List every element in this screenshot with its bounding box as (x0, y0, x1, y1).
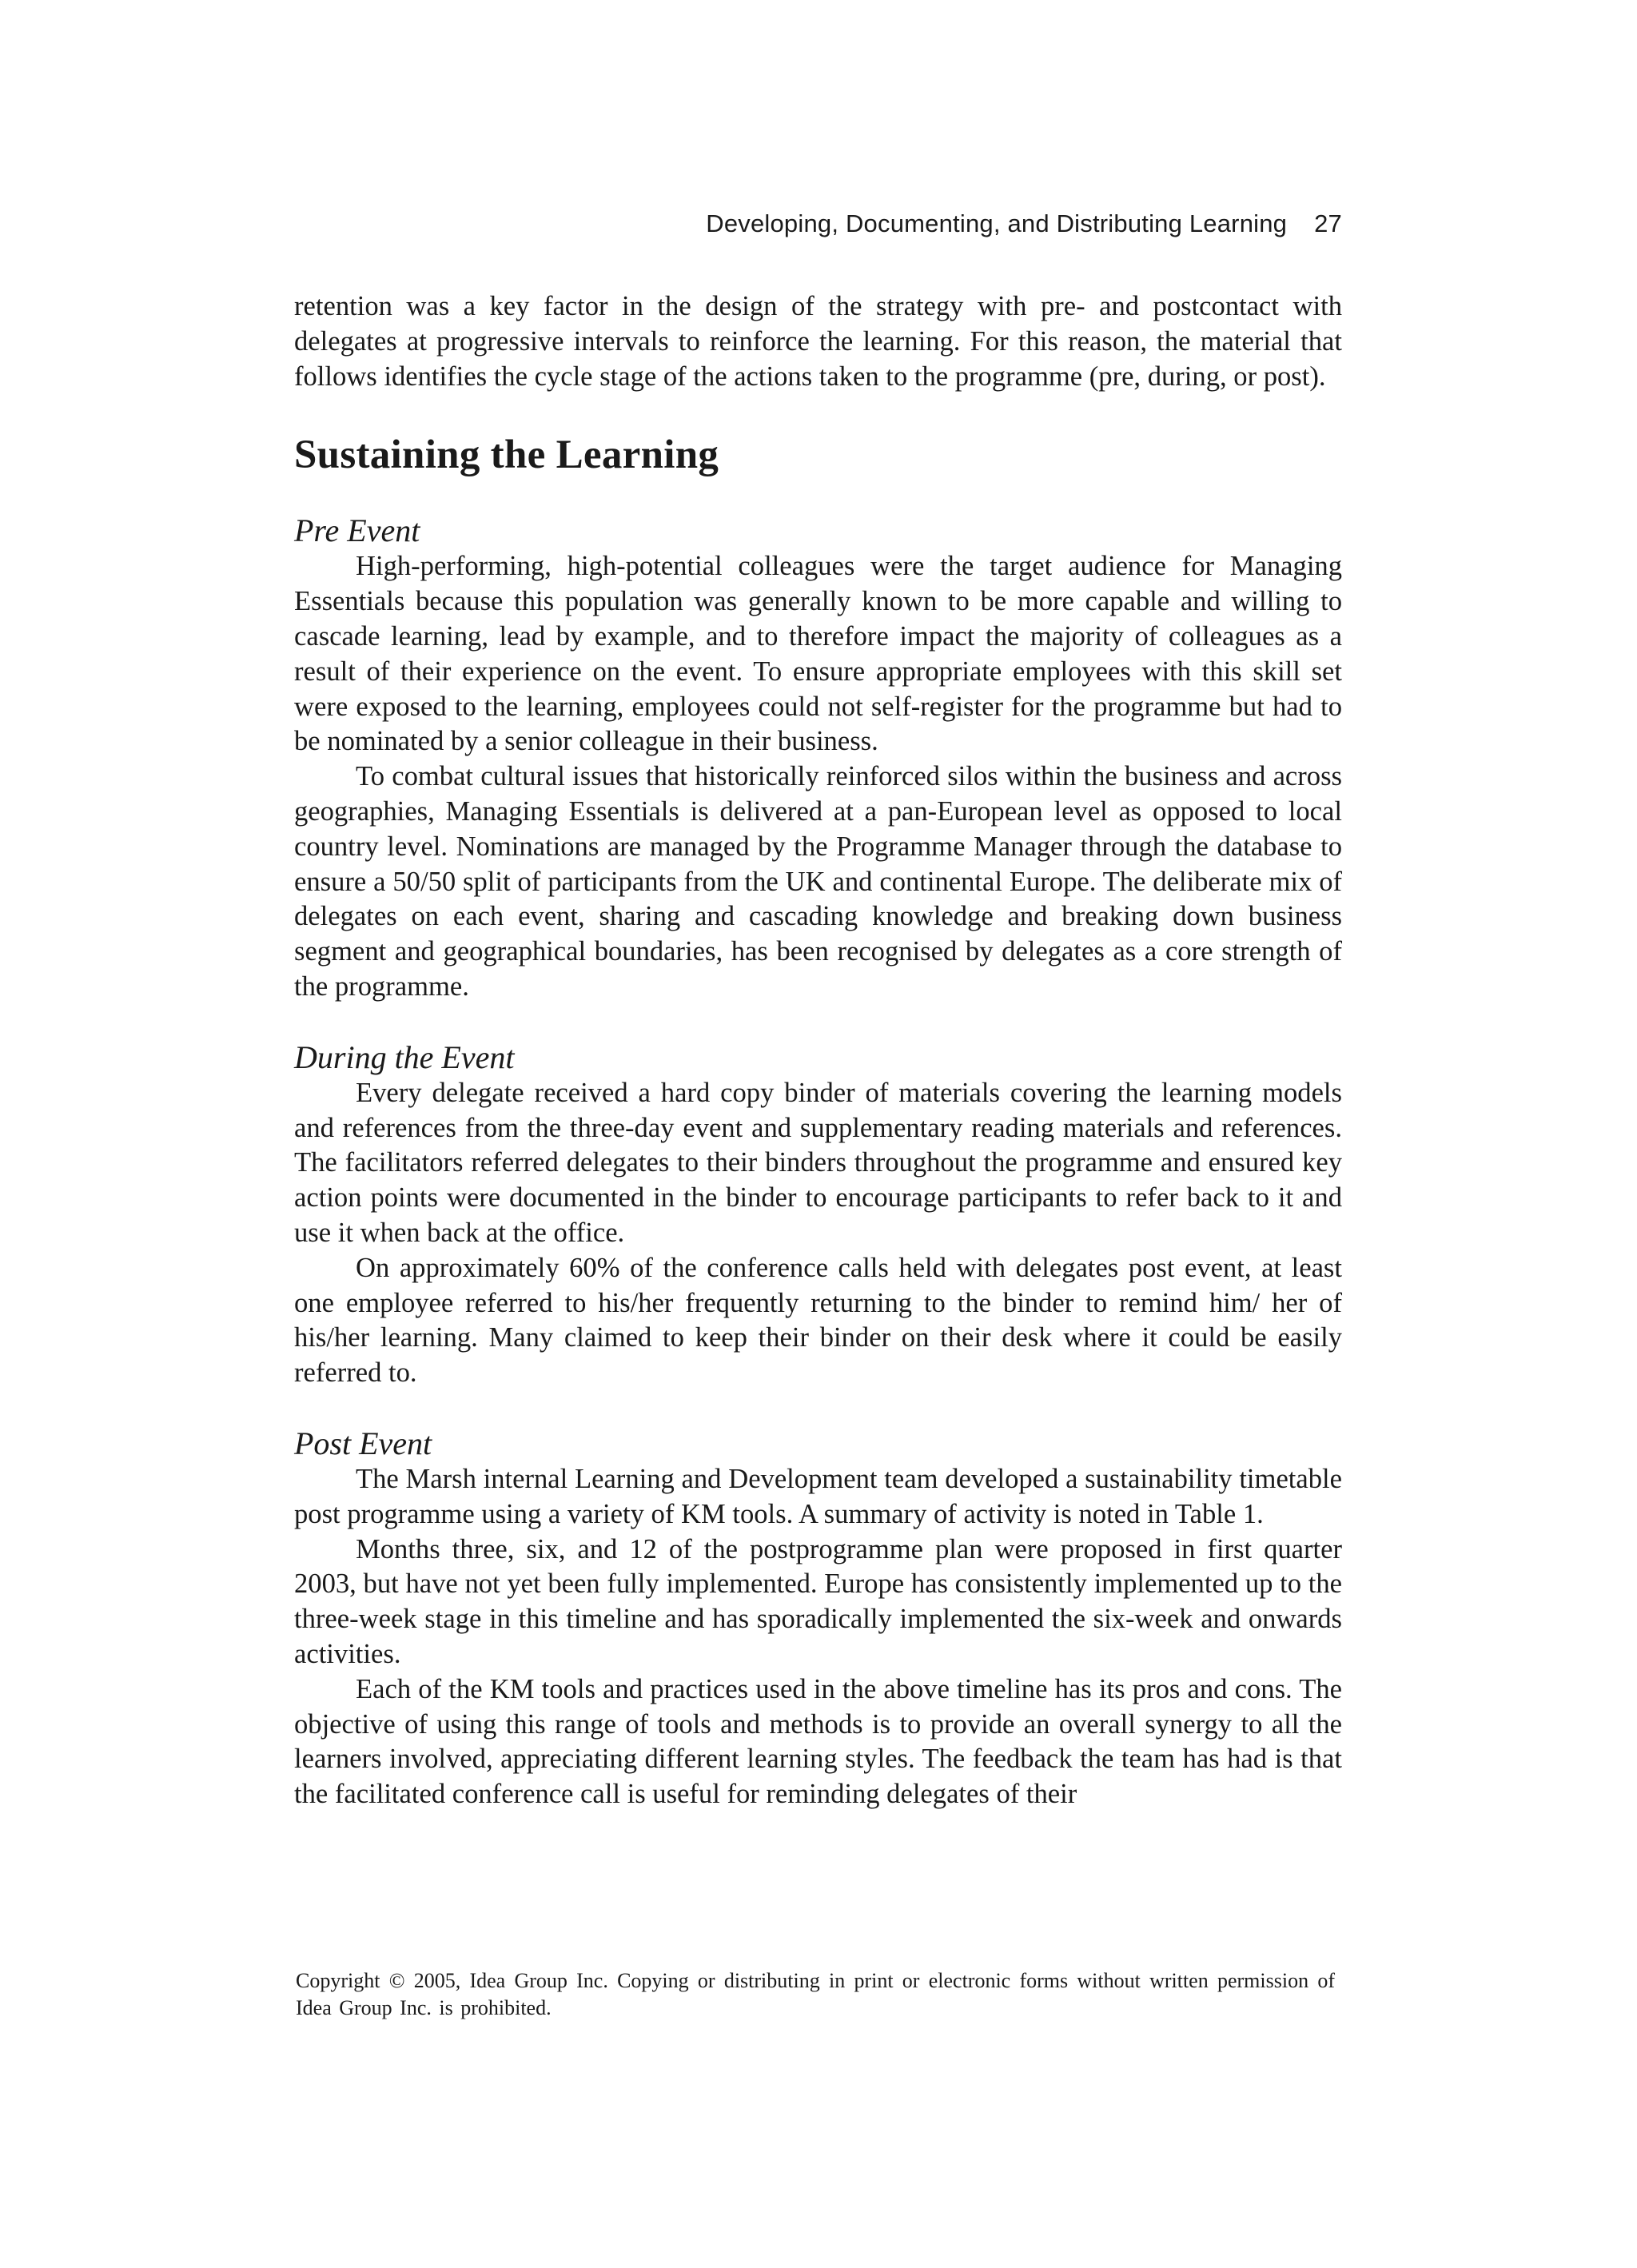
subsection-heading-post-event: Post Event (294, 1425, 432, 1461)
paragraph: Every delegate received a hard copy binder of materials covering the learning models and references from the three-day event and supplementary reading materials and references. The facilitators referred delegates to their binders throughout the programme and ensured key action points were documented in the binder to encourage participants to refer back to it and use it when back at the office. (294, 1077, 1342, 1248)
section-title: Sustaining the Learning (294, 432, 719, 478)
paragraph: The Marsh internal Learning and Development team developed a sustainability timetable post programme using a variety of KM tools. A summary of activity is noted in Table 1. (294, 1463, 1342, 1529)
page-body (294, 289, 1342, 1812)
paragraph: Months three, six, and 12 of the postprogramme plan were proposed in first quarter 2003, but have not yet been fully implemented. Europe has consistently implemented up to the three-week stage in this timeline and has sporadically implemented the six-week and onwards activities. (294, 1533, 1342, 1669)
copyright-footer (296, 1967, 1335, 2022)
page-number: 27 (1314, 209, 1342, 237)
subsection-heading-pre-event: Pre Event (294, 512, 420, 549)
paragraph: On approximately 60% of the conference calls held with delegates post event, at least one employee referred to his/her frequently returning to the binder to remind him/ her of his/her learning. Many claimed to keep their binder on their desk where it could be easily referred to. (294, 1252, 1342, 1389)
running-head-title: Developing, Documenting, and Distributing Learning (706, 209, 1288, 237)
paragraph: To combat cultural issues that historically reinforced silos within the business and across geographies, Managing Essentials is delivered at a pan-European level as opposed to local country level. Nominations are managed by the Programme Manager through the database to ensure a 50/50 split of participants from the UK and continental Europe. The deliberate mix of delegates on each event, sharing and cascading knowledge and breaking down business segment and geographical boundaries, has been recognised by delegates as a core strength of the programme. (294, 761, 1342, 1002)
subsection-heading-during-event: During the Event (294, 1038, 515, 1075)
paragraph: High-performing, high-potential colleagues were the target audience for Managing Essentials because this population was generally known to be more capable and willing to cascade learning, lead by example, and to therefore impact the majority of colleagues as a result of their experience on the event. To ensure appropriate employees with this skill set were exposed to the learning, employees could not self-register for the programme but had to be nominated by a senior colleague in their business. (294, 551, 1342, 757)
copyright-notice: Copyright © 2005, Idea Group Inc. Copying or distributing in print or electronic forms without written permission of Idea Group Inc. is prohibited. (296, 1969, 1335, 2019)
paragraph: Each of the KM tools and practices used in the above timeline has its pros and cons. The objective of using this range of tools and methods is to provide an overall synergy to all the learners involved, appreciating different learning styles. The feedback the team has had is that the facilitated conference call is useful for reminding delegates of their (294, 1673, 1342, 1810)
running-head (706, 209, 1342, 238)
intro-paragraph: retention was a key factor in the design of the strategy with pre- and postcontact with delegates at progressive intervals to reinforce the learning. For this reason, the material that follows identifies the cycle stage of the actions taken to the programme (pre, during, or post). (294, 291, 1342, 392)
